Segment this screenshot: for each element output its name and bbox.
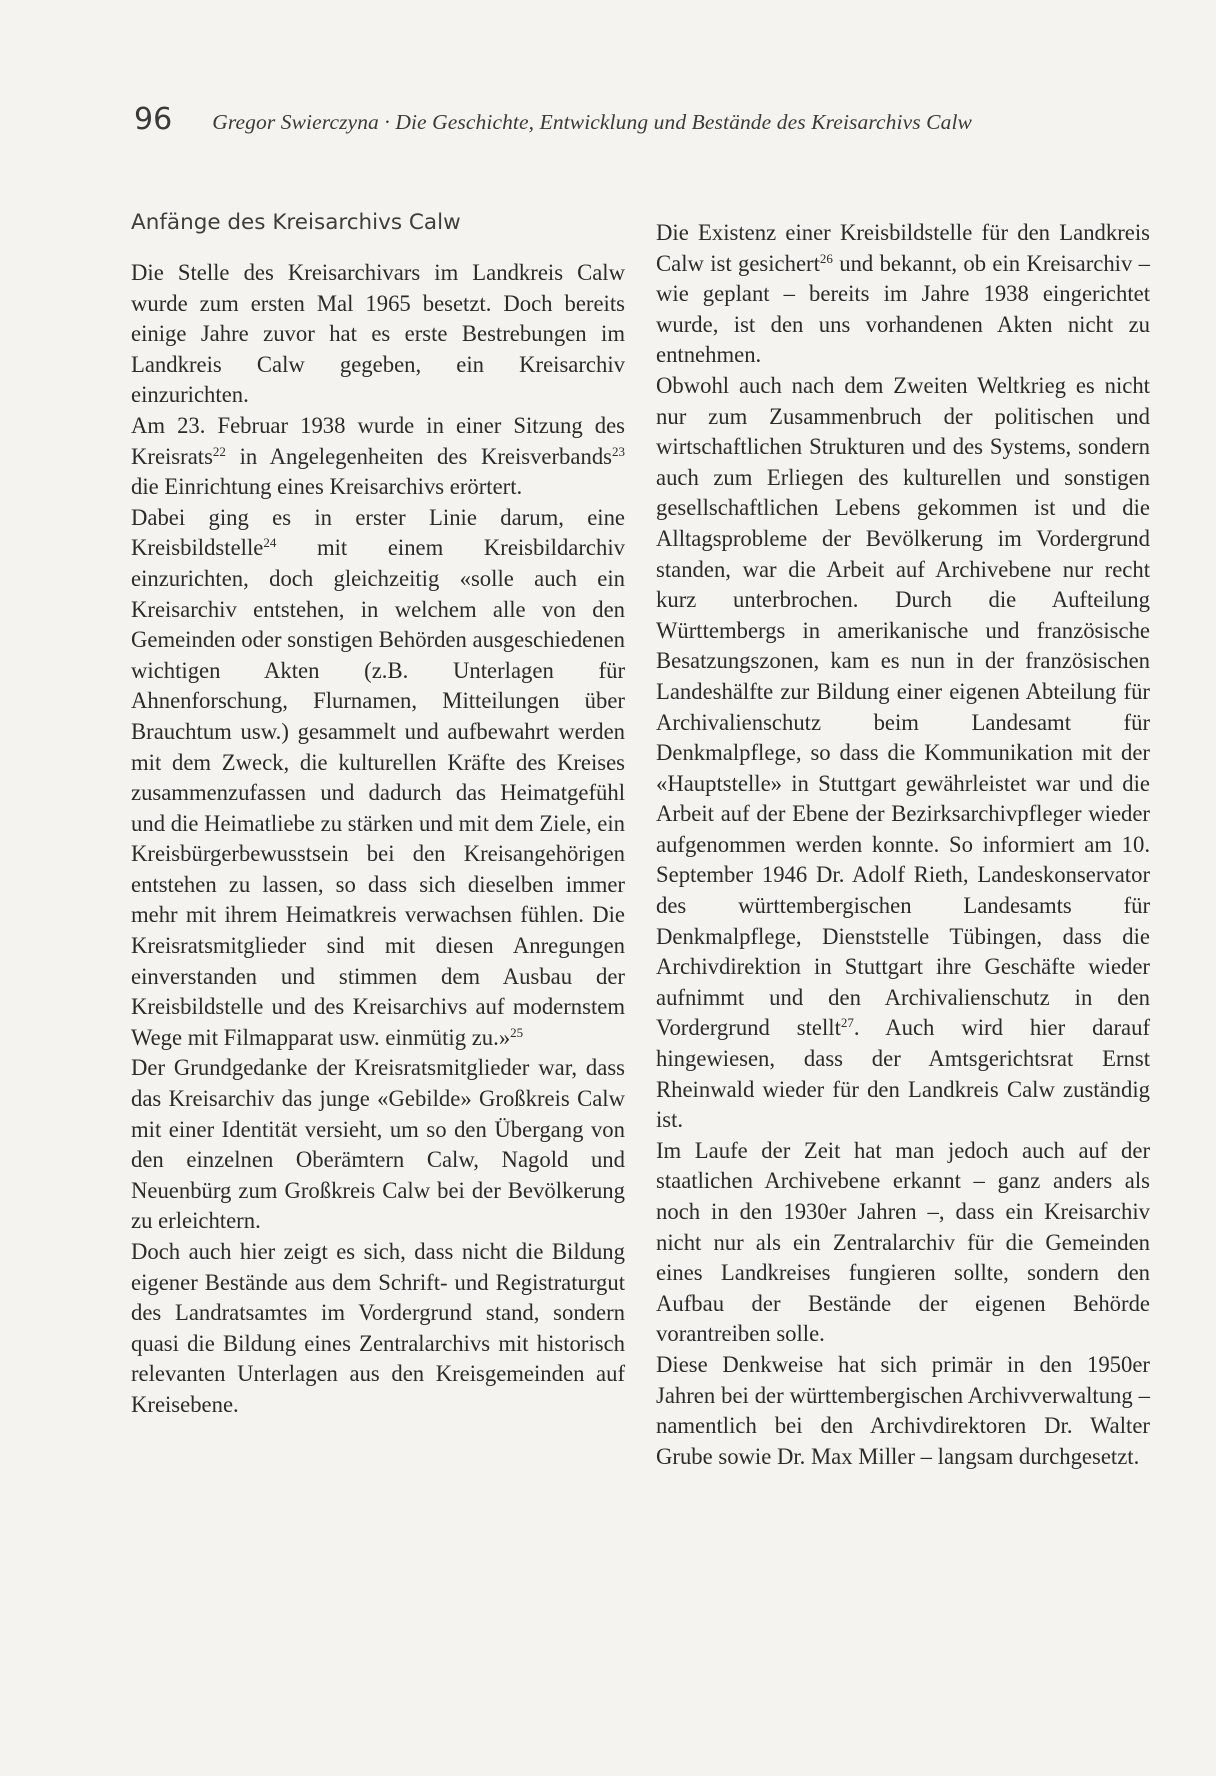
text-run: in Angelegenheiten des Kreisverbands [225, 443, 612, 469]
footnote-ref: 26 [819, 250, 833, 266]
text-run: und bekannt, ob ein Kreisarchiv – wie geplant – bereits im Jahre 1938 eingerichtet wurde, ist den uns vorhandenen Akten nicht zu entnehmen. [656, 250, 1150, 368]
text-run: Obwohl auch nach dem Zweiten Weltkrieg es nicht nur zum Zusammenbruch der politischen und wirtschaftlichen Strukturen und des Systems, sondern auch zum Erliegen des kulturellen und sonstigen gesellschaftlichen Lebens gekommen ist und die Alltagsprobleme der Bevölkerung im Vordergrund standen, war die Arbeit auf Archivebene nur recht kurz unterbrochen. Durch die Aufteilung Württembergs in amerikanische und französische Besatzungszonen, kam es nun in der französischen Landeshälfte zur Bildung einer eigenen Abteilung für Archivalienschutz beim Landesamt für Denkmalpflege, so dass die Kommunikation mit der «Hauptstelle» in Stuttgart gewährleistet war und die Arbeit auf der Ebene der Bezirksarchivpfleger wieder aufgenommen werden konnte. So informiert am 10. September 1946 Dr. Adolf Rieth, Landeskonservator des württembergischen Landesamts für Denkmalpflege, Dienststelle Tübingen, dass die Archivdirektion in Stuttgart ihre Geschäfte wieder aufnimmt und den Archivalienschutz in den Vordergrund stellt [656, 372, 1150, 1041]
paragraph: Doch auch hier zeigt es sich, dass nicht die Bildung eigener Bestände aus dem Schrift- und Registraturgut des Landratsamtes im Vordergrund stand, sondern quasi die Bildung eines Zentralarchivs mit historisch relevanten Unterlagen aus den Kreisgemeinden auf Kreisebene. [131, 1239, 625, 1417]
left-column [131, 208, 625, 1421]
footnote-ref: 23 [612, 443, 625, 459]
paragraph [656, 218, 1150, 371]
text-run: mit einem Kreisbildarchiv einzurichten, doch gleichzeitig «solle auch ein Kreisarchiv entstehen, in welchem alle von den Gemeinden oder sonstigen Behörden ausgeschiedenen wichtigen Akten (z.B. Unterlagen für Ahnenforschung, Flurnamen, Mitteilungen über Brauchtum usw.) gesammelt und aufbewahrt werden mit dem Zweck, die kulturellen Kräfte des Kreises zusammenzufassen und dadurch das Heimatgefühl und die Heimatliebe zu stärken und mit dem Ziele, ein Kreisbürgerbewusstsein bei den Kreisangehörigen entstehen zu lassen, so dass sich dieselben immer mehr mit ihrem Heimatkreis verwachsen fühlen. Die Kreisratsmitglieder sind mit diesen Anregungen einverstanden und stimmen dem Ausbau der Kreisbildstelle und des Kreisarchivs auf modernstem Wege mit Filmapparat usw. einmütig zu.» [131, 535, 625, 1050]
paragraph: Der Grundgedanke der Kreisratsmitglieder war, dass das Kreisarchiv das junge «Gebilde» Großkreis Calw mit einer Identität versieht, um so den Übergang von den einzelnen Oberämtern Calw, Nagold und Neuenbürg zum Großkreis Calw bei der Bevölkerung zu erleichtern. [131, 1055, 625, 1234]
page-header [134, 102, 1084, 137]
section-heading: Anfänge des Kreisarchivs Calw [131, 210, 461, 235]
footnote-ref: 22 [212, 443, 226, 459]
text-run: Am 23. Februar 1938 wurde in einer Sitzung des Kreisrats [131, 412, 625, 469]
footnote-ref: 27 [840, 1015, 854, 1031]
paragraph: Die Stelle des Kreisarchivars im Landkreis Calw wurde zum ersten Mal 1965 besetzt. Doch bereits einige Jahre zuvor hat es erste Bestrebungen im Landkreis Calw gegeben, ein Kreisarchiv einzurichten. [131, 260, 625, 408]
footnote-ref: 25 [510, 1025, 524, 1041]
paragraph: Diese Denkweise hat sich primär in den 1950er Jahren bei der württembergischen Archivverwaltung – namentlich bei den Archivdirektoren Dr. Walter Grube sowie Dr. Max Miller – langsam durchgesetzt. [656, 1351, 1150, 1469]
running-head: Gregor Swierczyna · Die Geschichte, Entwicklung und Bestände des Kreisarchivs Calw [212, 110, 972, 134]
page-number: 96 [134, 102, 173, 137]
text-run: Die Existenz einer Kreisbildstelle für den Landkreis Calw ist gesichert [656, 220, 1150, 276]
paragraph: Im Laufe der Zeit hat man jedoch auch auf der staatlichen Archivebene erkannt – ganz anders als noch in den 1930er Jahren –, dass ein Kreisarchiv nicht nur als ein Zentralarchiv für die Gemeinden eines Landkreises fungieren sollte, sondern den Aufbau der Bestände der eigenen Behörde vorantreiben solle. [656, 1137, 1150, 1347]
paragraph [656, 371, 1150, 1136]
right-column [656, 218, 1150, 1472]
text-run: . Auch wird hier darauf hingewiesen, dass der Amtsgerichtsrat Ernst Rheinwald wieder für den Landkreis Calw zuständig ist. [656, 1015, 1151, 1133]
text-run: die Einrichtung eines Kreisarchivs erörtert. [131, 474, 523, 500]
text-run: Dabei ging es in erster Linie darum, eine Kreisbildstelle [131, 504, 625, 561]
paragraph [131, 411, 625, 503]
paragraph [131, 503, 625, 1054]
footnote-ref: 24 [263, 535, 277, 551]
